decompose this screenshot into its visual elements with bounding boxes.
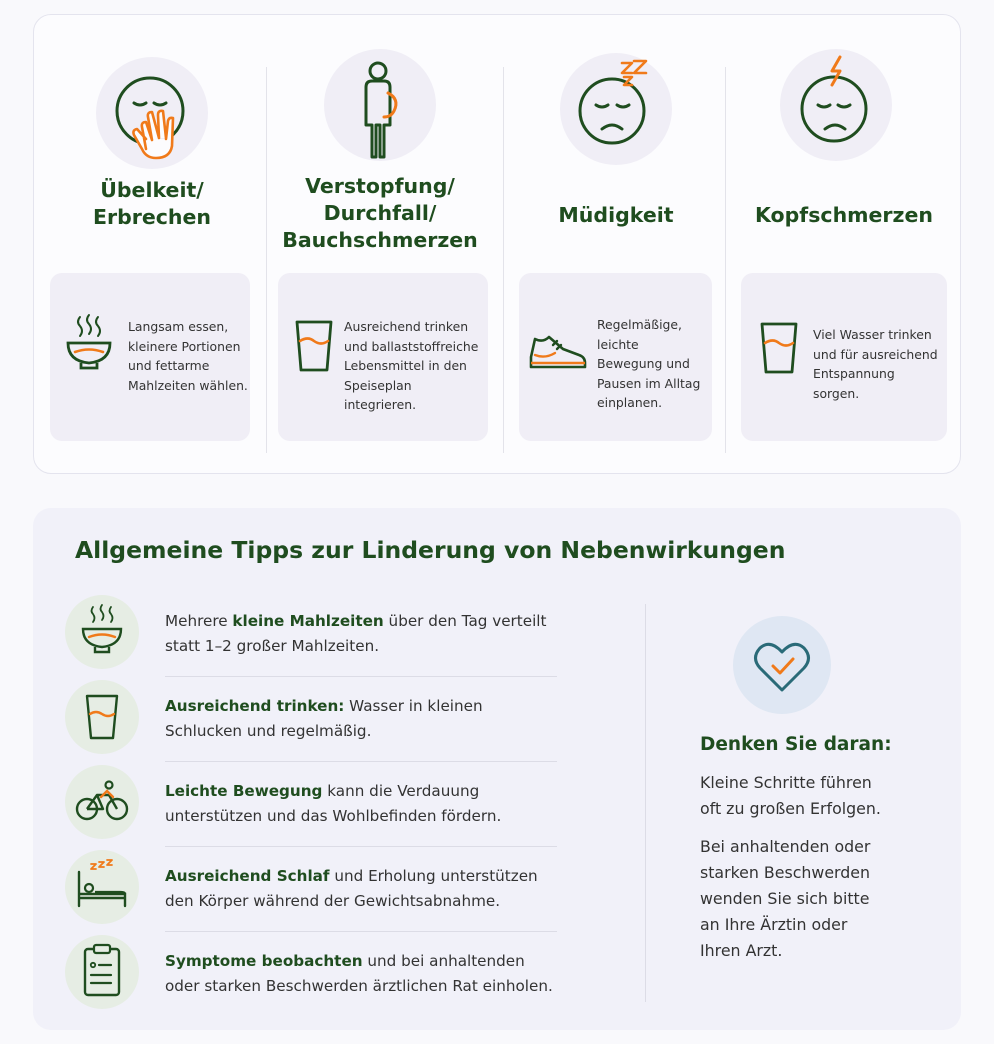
heart-check-icon — [733, 616, 831, 714]
nausea-face-icon — [96, 57, 208, 169]
water-glass-icon — [65, 680, 139, 754]
row-divider — [165, 676, 557, 677]
general-tip-text: Mehrere kleine Mahlzeiten über den Tag verteilt statt 1–2 großer Mahlzeiten. — [165, 612, 547, 655]
symptoms-panel — [33, 14, 961, 474]
general-tip-text: Symptome beobachten und bei anhaltenden oder starken Beschwerden ärztlichen Rat einholen. — [165, 952, 553, 995]
tip-text-fatigue: Regelmäßige, leichte Bewegung und Pausen im Alltag einplanen. — [597, 317, 701, 410]
water-glass-icon — [757, 319, 801, 379]
tip-card-fatigue — [519, 273, 712, 441]
symptom-title-digestion: Verstopfung/ Durchfall/ Bauchschmerzen — [282, 174, 478, 252]
general-tip-text: Ausreichend Schlaf und Erholung unterstützen den Körper während der Gewichtsabnahme. — [165, 867, 538, 910]
soup-bowl-icon — [65, 595, 139, 669]
bed-sleep-icon — [65, 850, 139, 924]
tired-face-icon — [560, 53, 672, 165]
column-divider — [503, 67, 504, 453]
person-stomach-icon — [324, 49, 436, 161]
clipboard-icon — [65, 935, 139, 1009]
symptom-title-nausea: Übelkeit/ Erbrechen — [92, 178, 212, 229]
general-tips-panel — [33, 508, 961, 1030]
tip-card-digestion — [278, 273, 488, 441]
column-divider — [725, 67, 726, 453]
symptom-title-fatigue: Müdigkeit — [558, 203, 674, 227]
tip-text-digestion: Ausreichend trinken und ballaststoffreiche Lebensmittel in den Speiseplan integrieren. — [344, 319, 479, 412]
column-divider — [645, 604, 646, 1002]
general-tip-text: Leichte Bewegung kann die Verdauung unterstützen und das Wohlbefinden fördern. — [165, 782, 502, 825]
water-glass-icon — [292, 317, 336, 377]
soup-bowl-icon — [64, 313, 114, 377]
symptom-title-headache: Kopfschmerzen — [755, 203, 933, 227]
reminder-title: Denken Sie daran: — [700, 734, 892, 755]
bicycle-icon — [65, 765, 139, 839]
general-tip-text: Ausreichend trinken: Wasser in kleinen Schlucken und regelmäßig. — [165, 697, 483, 740]
reminder-text-1: Kleine Schritte führen oft zu großen Erfolgen. — [700, 773, 881, 818]
general-tips-title: Allgemeine Tipps zur Linderung von Nebenwirkungen — [75, 536, 786, 564]
row-divider — [165, 931, 557, 932]
row-divider — [165, 761, 557, 762]
headache-face-icon — [780, 49, 892, 161]
tip-text-nausea: Langsam essen, kleinere Portionen und fettarme Mahlzeiten wählen. — [128, 319, 248, 393]
tip-card-nausea — [50, 273, 250, 441]
row-divider — [165, 846, 557, 847]
reminder-text-2: Bei anhaltenden oder starken Beschwerden wenden Sie sich bitte an Ihre Ärztin oder Ihren Arzt. — [700, 837, 871, 960]
sneaker-icon — [527, 327, 587, 375]
tip-card-headache — [741, 273, 947, 441]
column-divider — [266, 67, 267, 453]
tip-text-headache: Viel Wasser trinken und für ausreichend Entspannung sorgen. — [813, 327, 938, 401]
